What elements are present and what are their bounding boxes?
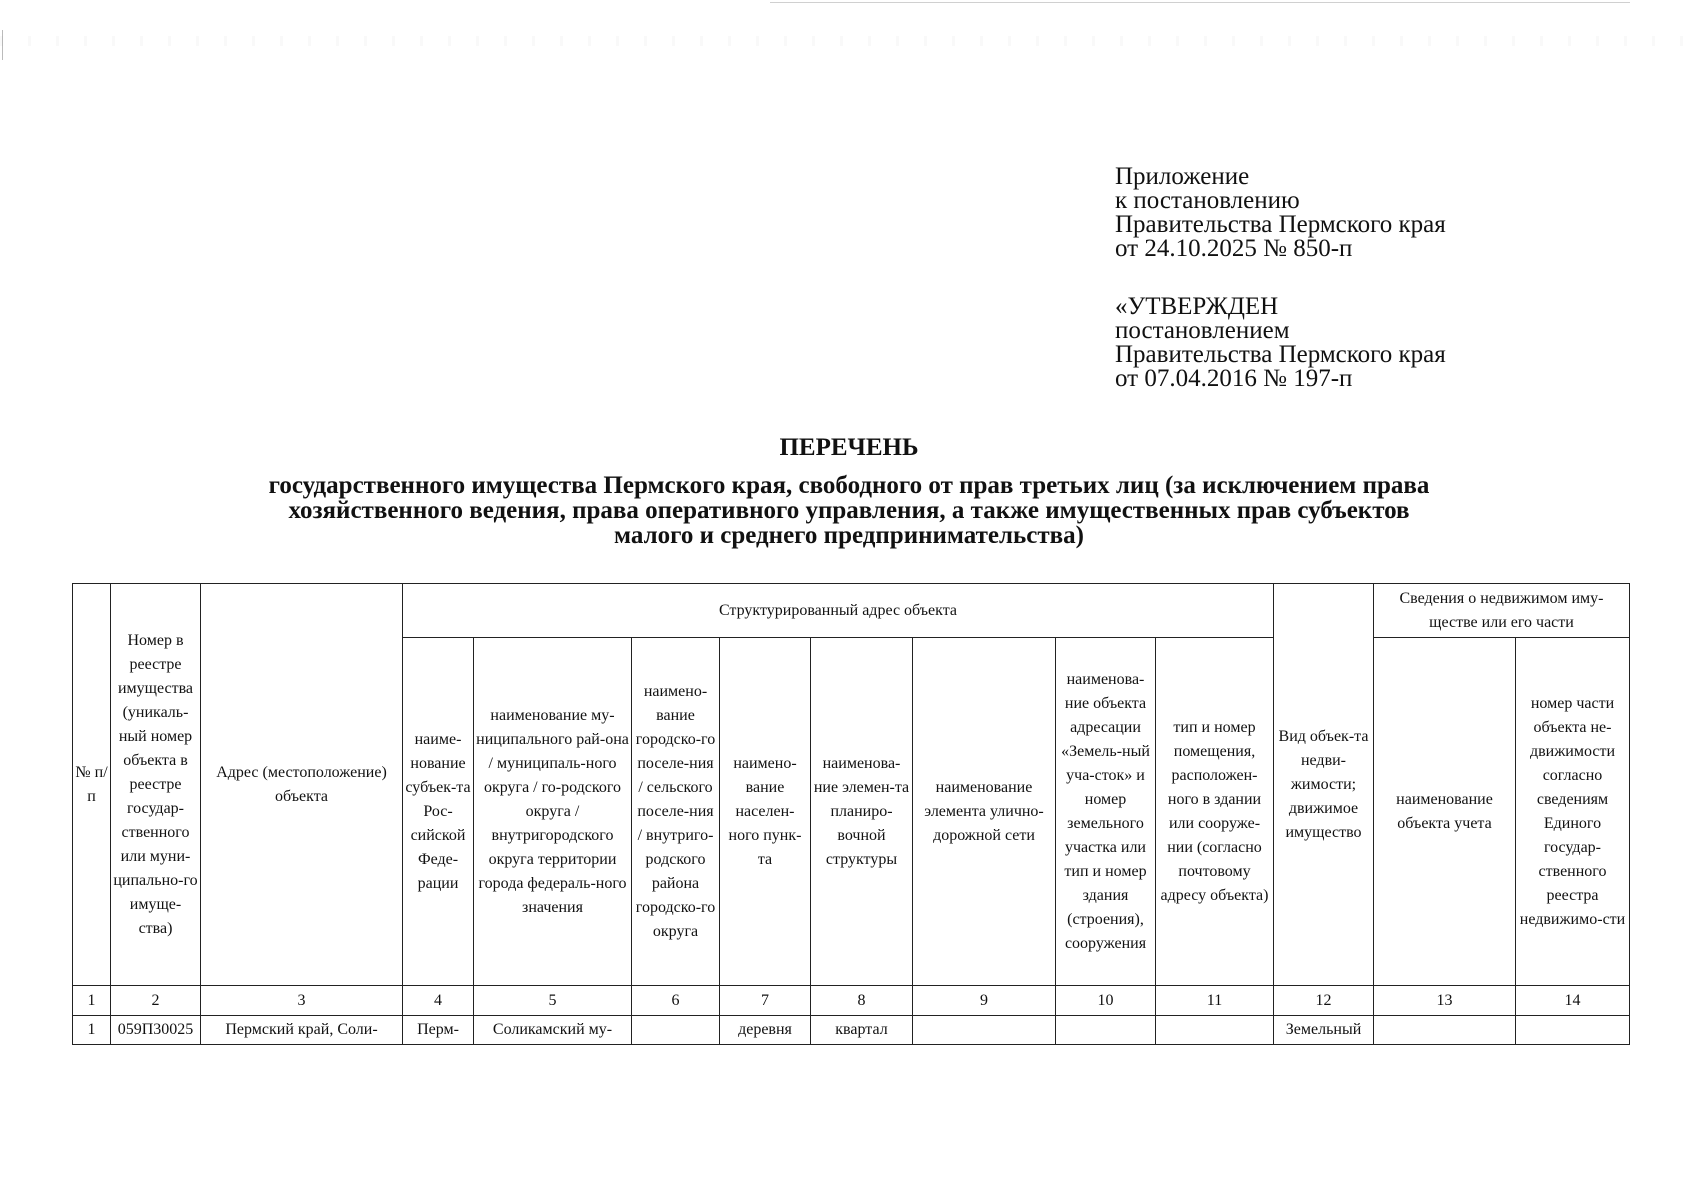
col-header-text: Номер в реестре имущества (уникаль-ный номер объекта в реестре государ-ственного или муни-ципально-го имуще-ства) [113, 631, 198, 937]
col-header-3 [201, 584, 403, 986]
scan-noise-strip [0, 36, 1698, 46]
cell-planning-element: квартал [811, 1016, 913, 1045]
cell-row-number: 1 [73, 1016, 111, 1045]
col-header-10 [1056, 638, 1156, 986]
col-header-text: наименование объекта учета [1396, 790, 1493, 832]
column-number: 11 [1156, 986, 1274, 1016]
appendix-line: Правительства Пермского края [1115, 211, 1446, 238]
column-number: 14 [1516, 986, 1630, 1016]
document-subtitle [150, 473, 1548, 548]
group-header-realty [1374, 584, 1630, 638]
cell-locality: деревня [720, 1016, 811, 1045]
column-number: 6 [632, 986, 720, 1016]
col-header-2 [111, 584, 201, 986]
column-number: 7 [720, 986, 811, 1016]
col-header-1 [73, 584, 111, 986]
approved-line: «УТВЕРЖДЕН [1115, 293, 1279, 320]
cell-premises [1156, 1016, 1274, 1045]
appendix-line: Приложение [1115, 163, 1250, 190]
column-number: 2 [111, 986, 201, 1016]
approved-line: Правительства Пермского края [1115, 341, 1446, 368]
col-header-text: тип и номер помещения, расположен-ного в здании или сооруже-нии (согласно почтовому адресу объекта) [1160, 718, 1269, 904]
col-header-4 [403, 638, 474, 986]
cell-address-object [1056, 1016, 1156, 1045]
property-register-table [72, 583, 1630, 1045]
cell-settlement [632, 1016, 720, 1045]
column-number-row [73, 986, 1630, 1016]
cell-object-name [1374, 1016, 1516, 1045]
cell-address: Пермский край, Соли- [201, 1016, 403, 1045]
column-number: 8 [811, 986, 913, 1016]
col-header-5 [474, 638, 632, 986]
subtitle-line: хозяйственного ведения, права оперативного управления, а также имущественных прав субъектов [288, 497, 1410, 524]
spacer [1115, 261, 1545, 295]
col-header-text: Адрес (местоположение) объекта [216, 763, 387, 805]
group-header-address [403, 584, 1274, 638]
col-header-text: наименова-ние объекта адресации «Земель-ный уча-сток» и номер земельного участка или тип и номер здания (строения), сооружения [1061, 670, 1150, 952]
column-number: 3 [201, 986, 403, 1016]
column-number: 13 [1374, 986, 1516, 1016]
col-header-text: Вид объек-та недви-жимости; движимое имущество [1278, 727, 1369, 841]
column-number: 1 [73, 986, 111, 1016]
col-header-text: наиме-нование субъек-та Рос-сийской Феде-рации [405, 730, 471, 892]
col-header-9 [913, 638, 1056, 986]
column-number: 9 [913, 986, 1056, 1016]
col-header-8 [811, 638, 913, 986]
document-title: ПЕРЕЧЕНЬ [779, 434, 919, 461]
subtitle-line: государственного имущества Пермского края, свободного от прав третьих лиц (за исключением права [268, 472, 1430, 499]
col-header-7 [720, 638, 811, 986]
column-number: 12 [1274, 986, 1374, 1016]
col-header-14 [1516, 638, 1630, 986]
approved-line: постановлением [1115, 317, 1290, 344]
cell-part-number [1516, 1016, 1630, 1045]
table-row [73, 1016, 1630, 1045]
col-header-11 [1156, 638, 1274, 986]
group-header-text: Сведения о недвижимом иму-ществе или его части [1399, 589, 1604, 631]
col-header-text: № п/п [75, 763, 108, 805]
col-header-text: номер части объекта не-движимости согласно сведениям Единого государ-ственного реестра недвижимо-сти [1519, 694, 1626, 928]
col-header-text: наимено-вание населен-ного пунк-та [728, 754, 802, 868]
col-header-6 [632, 638, 720, 986]
cell-registry-number: 059П30025 [111, 1016, 201, 1045]
col-header-13 [1374, 638, 1516, 986]
cell-street [913, 1016, 1056, 1045]
column-number: 5 [474, 986, 632, 1016]
col-header-text: наименование элемента улично-дорожной сети [924, 778, 1044, 844]
col-header-text: наименова-ние элемен-та планиро-вочной структуры [813, 754, 910, 868]
header-row-1 [73, 584, 1630, 638]
scan-edge-top [770, 2, 1630, 3]
col-header-12 [1274, 584, 1374, 986]
appendix-line: от 24.10.2025 № 850-п [1115, 235, 1353, 262]
approved-line: от 07.04.2016 № 197-п [1115, 365, 1353, 392]
column-number: 10 [1056, 986, 1156, 1016]
cell-municipality: Соликамский му- [474, 1016, 632, 1045]
subtitle-line: малого и среднего предпринимательства) [614, 522, 1084, 549]
group-header-text: Структурированный адрес объекта [718, 601, 958, 619]
col-header-text: наименование му-ниципального рай-она / муниципаль-ного округа / го-родского округа / внутригородского округа территории города федераль-ного значения [476, 706, 629, 916]
col-header-text: наимено-вание городско-го поселе-ния / сельского поселе-ния / внутриго-родского района городско-го округа [635, 682, 716, 940]
cell-object-type: Земельный [1274, 1016, 1374, 1045]
cell-subject: Перм- [403, 1016, 474, 1045]
column-number: 4 [403, 986, 474, 1016]
appendix-line: к постановлению [1115, 187, 1300, 214]
appendix-block [1115, 165, 1545, 391]
